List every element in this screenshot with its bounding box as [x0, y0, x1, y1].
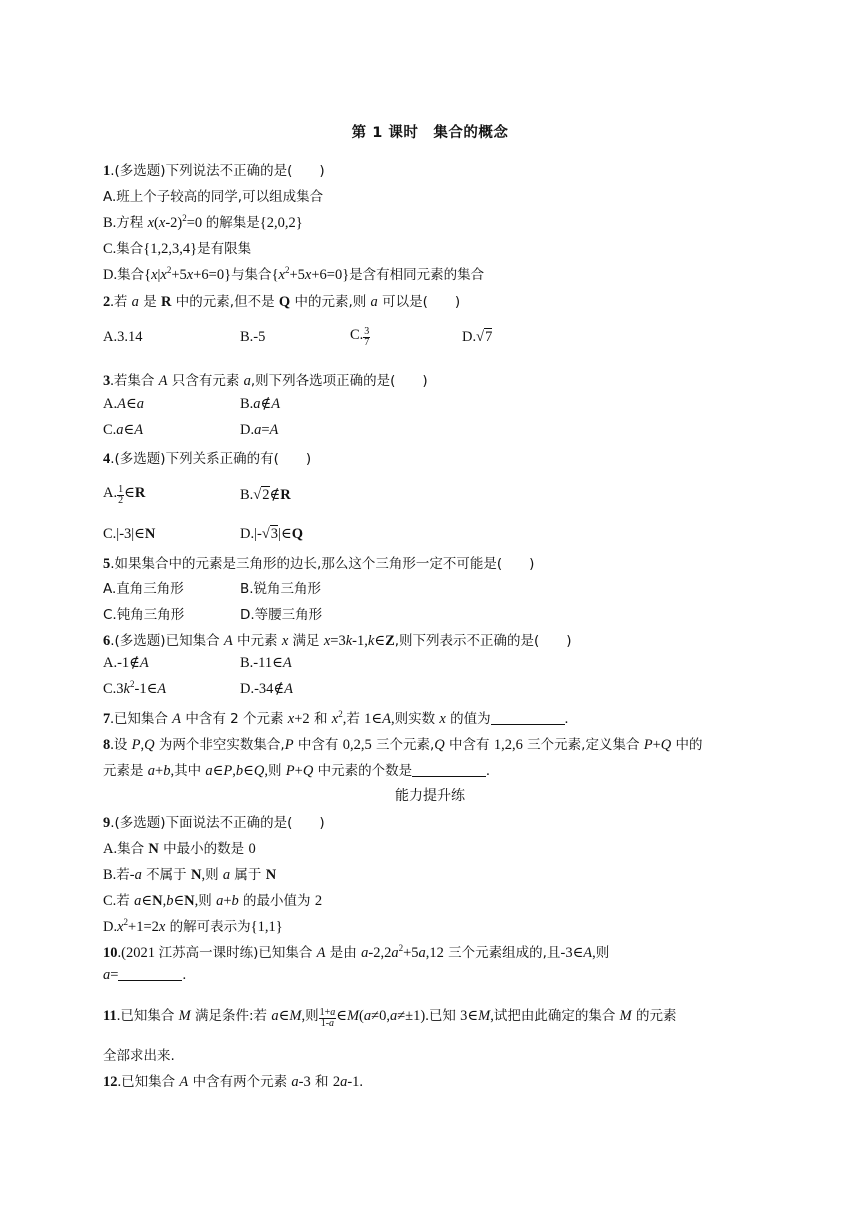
answer-blank[interactable] — [491, 712, 565, 725]
question-2-option-a: A.3.14 — [103, 329, 143, 345]
question-11-line-2: 全部求出来. — [103, 1048, 175, 1064]
question-1-option-d: D.集合$\{x|x^2+5x+6=0\}$与集合$\{x^2+5x+6=0\}$是含有相同元素的集合 — [103, 265, 485, 283]
question-3-option-b: B.a∉A — [240, 396, 281, 412]
question-10-line-2: a= . — [103, 967, 187, 983]
question-2-option-c: C. $\frac{3}{7}$ — [350, 326, 370, 348]
question-6-option-c: $C.3k^2-1\in A$ — [103, 679, 167, 697]
question-3-option-c: C.a∈A — [103, 422, 144, 438]
question-10-line-1: 10.(2021 江苏高一课时练)已知集合 A 是由 $a-2,2a^2+5a,12$ 三个元素组成的,且-3∈A,则 — [103, 943, 610, 961]
question-9-option-d: $D.x^2+1=2x$ 的解可表示为{1,1} — [103, 917, 283, 935]
question-1-stem: 1.(多选题)下列说法不正确的是( ) — [103, 163, 325, 179]
question-5-stem: 5.如果集合中的元素是三角形的边长,那么这个三角形一定不可能是( ) — [103, 556, 535, 572]
question-6-option-a: A.-1∉A — [103, 655, 149, 671]
question-4-option-d: D.|-√3|∈Q — [240, 526, 303, 542]
page-title: 第 1 课时 集合的概念 — [351, 125, 509, 141]
question-8-line-1: 8.设 P,Q 为两个非空实数集合,P 中含有 0,2,5 三个元素,Q 中含有 1,2,6 三个元素,定义集合 P+Q 中的 — [103, 737, 703, 753]
answer-blank[interactable] — [412, 764, 486, 777]
question-7-stem: 7.已知集合 A 中含有 2 个元素 x+2 和 $x^2$,若 1∈A,则实数 x 的值为 . — [103, 709, 569, 727]
question-5-option-b: B.锐角三角形 — [240, 581, 322, 597]
question-4-option-c: C.|-3|∈N — [103, 526, 156, 542]
question-5-option-c: C.钝角三角形 — [103, 607, 185, 623]
question-4-option-a: A. $\frac{1}{2}$ ∈R — [103, 484, 146, 506]
question-12-stem: 12.已知集合 A 中含有两个元素 a-3 和 2a-1. — [103, 1074, 364, 1090]
question-9-option-c: C.若 a∈N,b∈N,则 a+b 的最小值为 2 — [103, 893, 323, 909]
question-6-option-d: D.-34∉A — [240, 681, 294, 697]
answer-blank[interactable] — [118, 968, 182, 981]
question-3-stem: 3.若集合 A 只含有元素 a,则下列各选项正确的是( ) — [103, 373, 428, 389]
question-3-option-a: A.A∈a — [103, 396, 144, 412]
question-2-option-d: D.√7 — [462, 329, 493, 345]
question-9-stem: 9.(多选题)下面说法不正确的是( ) — [103, 815, 325, 831]
section-heading: 能力提升练 — [395, 788, 465, 804]
question-4-stem: 4.(多选题)下列关系正确的有( ) — [103, 451, 312, 467]
question-2-option-b: B.-5 — [240, 329, 266, 345]
question-6-stem: 6.(多选题)已知集合 A 中元素 x 满足 x=3k-1,k∈Z,则下列表示不正确的是( ) — [103, 633, 572, 649]
question-5-option-d: D.等腰三角形 — [240, 607, 323, 623]
question-1-option-a: A.班上个子较高的同学,可以组成集合 — [103, 189, 324, 205]
question-1-option-b: B.方程 $x(x-2)^2=0$ 的解集是{2,0,2} — [103, 213, 303, 231]
question-6-option-b: B.-11∈A — [240, 655, 292, 671]
question-1-option-c: C.集合{1,2,3,4}是有限集 — [103, 241, 252, 257]
question-3-option-d: D.a=A — [240, 422, 279, 438]
question-8-line-2: 元素是 a+b,其中 a∈P,b∈Q,则 P+Q 中元素的个数是 . — [103, 763, 490, 779]
question-4-option-b: B.√2∉R — [240, 487, 291, 503]
question-5-option-a: A.直角三角形 — [103, 581, 184, 597]
question-11-line-1: 11.已知集合 M 满足条件:若 a∈M,则 $\frac{1+a}{1-a}$ ∈M(a≠0,a≠±1).已知 3∈M,试把由此确定的集合 M 的元素 — [103, 1007, 677, 1029]
question-9-option-a: A.集合 N 中最小的数是 0 — [103, 841, 256, 857]
question-2-stem: 2.若 a 是 R 中的元素,但不是 Q 中的元素,则 a 可以是( ) — [103, 294, 461, 310]
question-9-option-b: B.若-a 不属于 N,则 a 属于 N — [103, 867, 277, 883]
